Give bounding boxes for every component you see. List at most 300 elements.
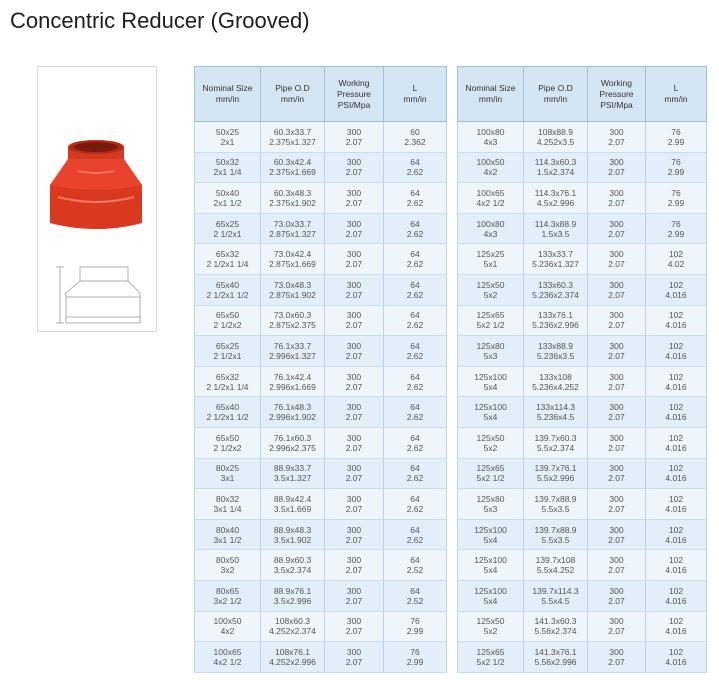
- cell-value-imperial: 2 1/2x1: [213, 350, 242, 361]
- cell-value-metric: 102: [668, 340, 684, 351]
- cell-value-metric: 60.3x42.4: [273, 157, 312, 168]
- nominal-size-cell: [195, 305, 261, 336]
- cell-value-imperial: 2.52: [406, 565, 424, 576]
- pressure-cell: [325, 580, 384, 611]
- cell-value-imperial: 4.016: [665, 626, 687, 637]
- table-row: [195, 611, 447, 642]
- cell-value-metric: 76.1x33.7: [273, 340, 312, 351]
- nominal-size-cell: [195, 458, 261, 489]
- cell-value-imperial: 5x2 1/2: [476, 473, 505, 484]
- cell-value-metric: 64: [410, 157, 420, 168]
- cell-value-imperial: 3x1: [220, 473, 235, 484]
- header-text: Working: [600, 77, 633, 88]
- cell-value-imperial: 2.996x1.669: [269, 381, 316, 392]
- cell-value-metric: 102: [668, 616, 684, 627]
- cell-value-imperial: 2x1 1/4: [213, 167, 242, 178]
- cell-value-metric: 141.3x76.1: [534, 646, 577, 657]
- nominal-size-cell: [458, 336, 524, 367]
- cell-value-imperial: 5x2: [483, 442, 498, 453]
- cell-value-metric: 64: [410, 432, 420, 443]
- cell-value-metric: 125x80: [476, 493, 505, 504]
- cell-value-imperial: 2.375x1.327: [269, 136, 316, 147]
- pipe-od-cell: [261, 366, 325, 397]
- cell-value-imperial: 4.016: [665, 350, 687, 361]
- pressure-cell: [588, 519, 646, 550]
- nominal-size-cell: [458, 305, 524, 336]
- pipe-od-cell: [261, 122, 325, 153]
- pressure-cell: [588, 427, 646, 458]
- length-header: [384, 67, 447, 122]
- cell-value-metric: 65x40: [215, 402, 240, 413]
- cell-value-metric: 76.1x48.3: [273, 402, 312, 413]
- cell-value-metric: 50x40: [215, 187, 240, 198]
- nominal-size-header: [195, 67, 261, 122]
- cell-value-metric: 64: [410, 493, 420, 504]
- cell-value-metric: 65x50: [215, 310, 240, 321]
- length-cell: [646, 397, 707, 428]
- cell-value-imperial: 2.07: [608, 565, 625, 576]
- cell-value-imperial: 4.016: [665, 565, 687, 576]
- cell-value-imperial: 2x1: [220, 136, 235, 147]
- length-cell: [384, 213, 447, 244]
- cell-value-metric: 60: [410, 126, 420, 137]
- nominal-size-cell: [458, 519, 524, 550]
- cell-value-imperial: 2.07: [345, 534, 363, 545]
- pipe-od-header: [261, 67, 325, 122]
- nominal-size-header: [458, 67, 524, 122]
- table-row: [195, 642, 447, 673]
- nominal-size-cell: [195, 580, 261, 611]
- cell-value-imperial: 5.5x4.5: [541, 595, 570, 606]
- cell-value-metric: 300: [609, 340, 624, 351]
- pressure-cell: [325, 152, 384, 183]
- length-cell: [646, 611, 707, 642]
- cell-value-metric: 80x25: [215, 463, 240, 474]
- cell-value-metric: 76: [671, 187, 681, 198]
- pressure-cell: [588, 152, 646, 183]
- cell-value-imperial: 2.07: [608, 350, 625, 361]
- cell-value-imperial: 2.375x1.902: [269, 197, 316, 208]
- cell-value-imperial: 3.5x2.374: [273, 565, 312, 576]
- cell-value-metric: 133x108: [539, 371, 572, 382]
- table-row: [195, 336, 447, 367]
- table-row: [458, 152, 707, 183]
- cell-value-imperial: 2.875x1.902: [269, 289, 316, 300]
- cell-value-imperial: 5x1: [483, 259, 498, 270]
- pipe-od-cell: [261, 427, 325, 458]
- cell-value-metric: 73.0x48.3: [273, 279, 312, 290]
- cell-value-metric: 64: [410, 340, 420, 351]
- cell-value-imperial: 4.252x3.5: [536, 136, 575, 147]
- cell-value-imperial: 2 1/2x1: [213, 228, 242, 239]
- cell-value-imperial: 2.62: [406, 442, 424, 453]
- table-row: [458, 550, 707, 581]
- nominal-size-cell: [458, 489, 524, 520]
- cell-value-imperial: 4.016: [665, 595, 687, 606]
- cell-value-metric: 300: [346, 371, 362, 382]
- nominal-size-cell: [195, 183, 261, 214]
- nominal-size-cell: [195, 397, 261, 428]
- cell-value-metric: 76: [671, 126, 681, 137]
- cell-value-metric: 100x80: [476, 218, 505, 229]
- cell-value-imperial: 2.62: [406, 320, 424, 331]
- cell-value-imperial: 2.362: [404, 136, 426, 147]
- cell-value-imperial: 2.07: [608, 259, 625, 270]
- header-text: L: [412, 83, 418, 93]
- nominal-size-cell: [195, 336, 261, 367]
- cell-value-metric: 65x40: [215, 279, 240, 290]
- cell-value-imperial: 2.07: [345, 626, 363, 637]
- length-cell: [384, 244, 447, 275]
- nominal-size-cell: [195, 519, 261, 550]
- cell-value-imperial: 4x2: [220, 626, 235, 637]
- cell-value-imperial: 2.07: [608, 442, 625, 453]
- length-cell: [646, 458, 707, 489]
- nominal-size-cell: [195, 274, 261, 305]
- cell-value-imperial: 1.5x3.5: [541, 228, 570, 239]
- cell-value-imperial: 3.5x1.902: [273, 534, 312, 545]
- cell-value-metric: 65x50: [215, 432, 240, 443]
- cell-value-metric: 88.9x33.7: [273, 463, 312, 474]
- pressure-cell: [325, 519, 384, 550]
- cell-value-imperial: 4.016: [665, 503, 687, 514]
- cell-value-metric: 65x32: [215, 371, 240, 382]
- cell-value-imperial: 2.62: [406, 412, 424, 423]
- cell-value-metric: 125x25: [476, 249, 505, 260]
- cell-value-imperial: 2 1/2x1 1/4: [206, 259, 249, 270]
- cell-value-imperial: 4.016: [665, 381, 687, 392]
- cell-value-metric: 64: [410, 249, 420, 260]
- cell-value-imperial: 4.016: [665, 656, 687, 667]
- cell-value-metric: 300: [609, 524, 624, 535]
- length-cell: [646, 183, 707, 214]
- pressure-cell: [588, 336, 646, 367]
- cell-value-imperial: 4x2 1/2: [213, 656, 242, 667]
- cell-value-metric: 300: [346, 555, 362, 566]
- cell-value-imperial: 2.52: [406, 595, 424, 606]
- nominal-size-cell: [195, 366, 261, 397]
- cell-value-imperial: 2.07: [345, 197, 363, 208]
- cell-value-imperial: 4.016: [665, 534, 687, 545]
- cell-value-metric: 50x32: [215, 157, 240, 168]
- cell-value-imperial: 5x2: [483, 289, 498, 300]
- cell-value-metric: 300: [346, 187, 362, 198]
- cell-value-imperial: 2 1/2x2: [213, 320, 242, 331]
- length-cell: [646, 366, 707, 397]
- cell-value-imperial: 2.07: [608, 381, 625, 392]
- nominal-size-cell: [195, 642, 261, 673]
- cell-value-metric: 64: [410, 402, 420, 413]
- cell-value-metric: 76: [671, 218, 681, 229]
- cell-value-metric: 102: [668, 249, 684, 260]
- length-cell: [646, 274, 707, 305]
- nominal-size-cell: [458, 550, 524, 581]
- cell-value-metric: 65x25: [215, 340, 240, 351]
- cell-value-imperial: 3x1 1/2: [213, 534, 242, 545]
- cell-value-metric: 125x100: [474, 555, 507, 566]
- cell-value-metric: 64: [410, 463, 420, 474]
- cell-value-metric: 88.9x60.3: [273, 555, 312, 566]
- cell-value-imperial: 5x4: [483, 412, 498, 423]
- cell-value-metric: 300: [346, 463, 362, 474]
- cell-value-metric: 76.1x60.3: [273, 432, 312, 443]
- cell-value-imperial: 4x2: [483, 167, 498, 178]
- nominal-size-cell: [458, 122, 524, 153]
- cell-value-metric: 88.9x48.3: [273, 524, 312, 535]
- length-cell: [384, 458, 447, 489]
- cell-value-imperial: 5.56x2.996: [534, 656, 577, 667]
- cell-value-metric: 80x50: [215, 555, 240, 566]
- nominal-size-cell: [195, 427, 261, 458]
- table-row: [195, 183, 447, 214]
- pipe-od-cell: [524, 397, 588, 428]
- cell-value-metric: 300: [609, 279, 624, 290]
- cell-value-metric: 102: [668, 585, 684, 596]
- cell-value-imperial: 2.07: [608, 320, 625, 331]
- length-cell: [646, 642, 707, 673]
- reducer-photo: [50, 140, 142, 229]
- cell-value-imperial: 5.56x2.374: [534, 626, 577, 637]
- cell-value-imperial: 4.252x2.996: [269, 656, 316, 667]
- cell-value-metric: 76: [410, 646, 420, 657]
- cell-value-metric: 300: [346, 249, 362, 260]
- pipe-od-cell: [261, 336, 325, 367]
- header-text: Pressure: [599, 88, 634, 99]
- pipe-od-cell: [261, 305, 325, 336]
- length-cell: [384, 550, 447, 581]
- cell-value-metric: 64: [410, 555, 420, 566]
- table-row: [195, 274, 447, 305]
- cell-value-imperial: 4.5x2.996: [536, 197, 575, 208]
- header-text: mm/in: [478, 94, 503, 104]
- pressure-cell: [588, 611, 646, 642]
- cell-value-imperial: 2.875x2.375: [269, 320, 316, 331]
- pressure-cell: [325, 397, 384, 428]
- cell-value-metric: 300: [346, 616, 362, 627]
- pressure-cell: [325, 427, 384, 458]
- header-text: mm/in: [543, 94, 568, 104]
- pipe-od-cell: [261, 274, 325, 305]
- cell-value-metric: 102: [668, 279, 684, 290]
- cell-value-metric: 139.7x108: [535, 555, 576, 566]
- length-cell: [646, 427, 707, 458]
- pressure-cell: [588, 489, 646, 520]
- cell-value-metric: 300: [346, 340, 362, 351]
- cell-value-metric: 102: [668, 432, 684, 443]
- cell-value-metric: 125x50: [476, 432, 505, 443]
- cell-value-imperial: 4.252x2.374: [269, 626, 316, 637]
- length-cell: [384, 642, 447, 673]
- cell-value-imperial: 5.236x2.374: [532, 289, 579, 300]
- cell-value-metric: 125x80: [476, 340, 505, 351]
- nominal-size-cell: [195, 489, 261, 520]
- nominal-size-cell: [458, 274, 524, 305]
- pipe-od-cell: [524, 489, 588, 520]
- header-text: Nominal Size: [465, 83, 516, 93]
- length-cell: [646, 519, 707, 550]
- cell-value-imperial: 2.99: [667, 228, 685, 239]
- table-row: [458, 611, 707, 642]
- cell-value-imperial: 2.07: [608, 197, 625, 208]
- cell-value-metric: 139.7x114.3: [532, 585, 579, 596]
- header-text: mm/in: [403, 94, 427, 104]
- table-row: [195, 213, 447, 244]
- cell-value-imperial: 2.875x1.327: [269, 228, 316, 239]
- cell-value-imperial: 2.07: [608, 289, 625, 300]
- cell-value-imperial: 2.07: [345, 656, 363, 667]
- table-row: [195, 458, 447, 489]
- reducer-drawing: [56, 267, 140, 323]
- table-row: [458, 580, 707, 611]
- cell-value-metric: 102: [668, 646, 684, 657]
- nominal-size-cell: [458, 213, 524, 244]
- cell-value-imperial: 4.016: [665, 473, 687, 484]
- length-cell: [384, 489, 447, 520]
- cell-value-metric: 80x40: [215, 524, 240, 535]
- length-cell: [646, 305, 707, 336]
- cell-value-metric: 139.7x88.9: [534, 524, 577, 535]
- cell-value-metric: 133x76.1: [538, 310, 573, 321]
- nominal-size-cell: [458, 183, 524, 214]
- cell-value-imperial: 5x3: [483, 503, 498, 514]
- cell-value-metric: 102: [668, 463, 684, 474]
- pressure-cell: [588, 305, 646, 336]
- cell-value-metric: 65x32: [215, 249, 240, 260]
- cell-value-imperial: 4.016: [665, 412, 687, 423]
- pressure-cell: [588, 213, 646, 244]
- pipe-od-cell: [524, 244, 588, 275]
- cell-value-imperial: 5.236x3.5: [536, 350, 575, 361]
- cell-value-metric: 300: [609, 585, 624, 596]
- header-text: L: [673, 83, 679, 93]
- pipe-od-cell: [261, 611, 325, 642]
- length-cell: [384, 274, 447, 305]
- cell-value-metric: 102: [668, 310, 684, 321]
- cell-value-metric: 125x100: [474, 585, 507, 596]
- cell-value-imperial: 2.62: [406, 503, 424, 514]
- cell-value-imperial: 2 1/2x2: [213, 442, 242, 453]
- cell-value-imperial: 5x4: [483, 534, 498, 545]
- nominal-size-cell: [195, 152, 261, 183]
- table-row: [195, 550, 447, 581]
- length-cell: [646, 580, 707, 611]
- cell-value-metric: 76: [671, 157, 681, 168]
- pipe-od-cell: [524, 427, 588, 458]
- table-row: [458, 244, 707, 275]
- pipe-od-cell: [261, 519, 325, 550]
- pressure-cell: [325, 489, 384, 520]
- length-cell: [384, 366, 447, 397]
- cell-value-metric: 73.0x60.3: [273, 310, 312, 321]
- cell-value-imperial: 2.99: [667, 197, 685, 208]
- cell-value-imperial: 5x2 1/2: [476, 320, 505, 331]
- length-cell: [384, 122, 447, 153]
- cell-value-imperial: 1.5x2.374: [536, 167, 575, 178]
- cell-value-imperial: 2.07: [345, 442, 363, 453]
- cell-value-imperial: 3.5x1.327: [273, 473, 312, 484]
- cell-value-imperial: 2.07: [608, 595, 625, 606]
- cell-value-imperial: 5.5x2.374: [536, 442, 575, 453]
- cell-value-metric: 76.1x42.4: [273, 371, 312, 382]
- cell-value-metric: 73.0x42.4: [273, 249, 312, 260]
- header-text: mm/in: [280, 94, 305, 104]
- cell-value-imperial: 2 1/2x1 1/2: [206, 412, 249, 423]
- cell-value-imperial: 3.5x2.996: [273, 595, 312, 606]
- cell-value-imperial: 2.62: [406, 197, 424, 208]
- pressure-cell: [588, 183, 646, 214]
- length-cell: [384, 336, 447, 367]
- table-row: [195, 427, 447, 458]
- cell-value-imperial: 2 1/2x1 1/2: [206, 289, 249, 300]
- cell-value-imperial: 2.875x1.669: [269, 259, 316, 270]
- cell-value-imperial: 3x2 1/2: [213, 595, 242, 606]
- table-row: [458, 397, 707, 428]
- cell-value-imperial: 2.62: [406, 381, 424, 392]
- cell-value-imperial: 5x2 1/2: [476, 656, 505, 667]
- cell-value-metric: 133x60.3: [538, 279, 573, 290]
- cell-value-imperial: 2.62: [406, 473, 424, 484]
- spec-table-right: [457, 66, 707, 673]
- cell-value-metric: 133x33.7: [538, 249, 573, 260]
- cell-value-metric: 300: [346, 218, 362, 229]
- length-cell: [646, 152, 707, 183]
- cell-value-imperial: 4.016: [665, 289, 687, 300]
- cell-value-imperial: 2.07: [345, 259, 363, 270]
- cell-value-metric: 60.3x33.7: [273, 126, 312, 137]
- pressure-cell: [325, 550, 384, 581]
- table-row: [195, 152, 447, 183]
- cell-value-imperial: 2.375x1.669: [269, 167, 316, 178]
- table-row: [458, 519, 707, 550]
- header-text: Pipe O.D: [538, 83, 573, 93]
- cell-value-metric: 125x65: [476, 646, 505, 657]
- pipe-od-cell: [261, 244, 325, 275]
- cell-value-imperial: 5.236x1.327: [532, 259, 579, 270]
- cell-value-metric: 76: [410, 616, 420, 627]
- table-row: [458, 305, 707, 336]
- cell-value-metric: 102: [668, 524, 684, 535]
- pressure-cell: [588, 642, 646, 673]
- length-cell: [646, 122, 707, 153]
- pipe-od-cell: [524, 550, 588, 581]
- cell-value-metric: 108x88.9: [538, 126, 573, 137]
- cell-value-imperial: 4x2 1/2: [476, 197, 505, 208]
- table-row: [458, 458, 707, 489]
- cell-value-metric: 300: [346, 126, 362, 137]
- cell-value-imperial: 5.236x2.996: [532, 320, 579, 331]
- cell-value-imperial: 5x4: [483, 381, 498, 392]
- table-row: [458, 642, 707, 673]
- cell-value-imperial: 2.07: [345, 595, 363, 606]
- cell-value-metric: 300: [609, 616, 624, 627]
- cell-value-metric: 64: [410, 218, 420, 229]
- cell-value-imperial: 2.62: [406, 228, 424, 239]
- cell-value-metric: 100x80: [476, 126, 505, 137]
- cell-value-imperial: 2.996x2.375: [269, 442, 316, 453]
- pressure-cell: [325, 642, 384, 673]
- cell-value-imperial: 2.62: [406, 534, 424, 545]
- page-title: Concentric Reducer (Grooved): [10, 8, 310, 33]
- pipe-od-cell: [261, 580, 325, 611]
- cell-value-imperial: 5.236x4.5: [536, 412, 575, 423]
- cell-value-imperial: 2.07: [608, 167, 625, 178]
- cell-value-imperial: 4x3: [483, 136, 498, 147]
- pressure-cell: [325, 183, 384, 214]
- cell-value-metric: 300: [346, 524, 362, 535]
- cell-value-metric: 108x60.3: [275, 616, 310, 627]
- cell-value-metric: 64: [410, 279, 420, 290]
- table-row: [458, 427, 707, 458]
